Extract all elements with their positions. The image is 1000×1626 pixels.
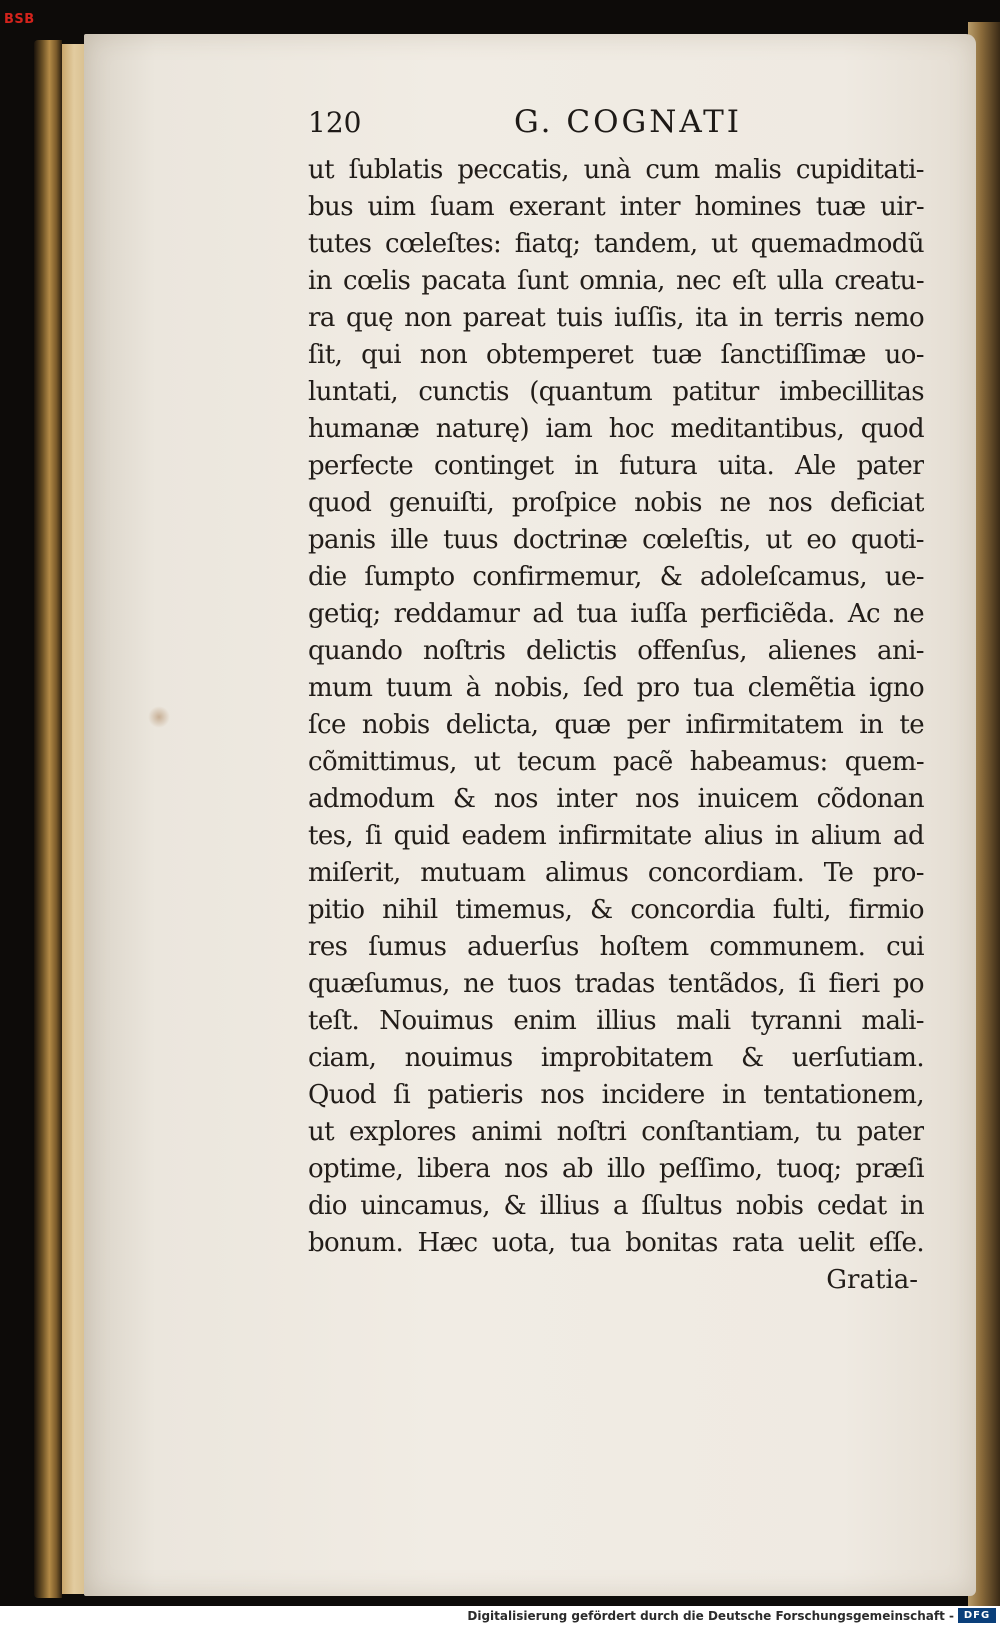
text-line: miſerit, mutuam alimus concordiam. Te pro-	[308, 858, 924, 888]
text-line: quod genuiſti, proſpice nobis ne nos deficiat	[308, 488, 924, 518]
text-line: ra quę non pareat tuis iuſſis, ita in terris nemo	[308, 303, 924, 333]
text-line: teſt. Nouimus enim illius mali tyranni mali-	[308, 1006, 924, 1036]
text-line: optime, libera nos ab illo peſſimo, tuoq; præſi	[308, 1154, 924, 1184]
text-line: quæſumus, ne tuos tradas tentãdos, ſi fieri po	[308, 969, 924, 999]
text-line: tes, ſi quid eadem infirmitate alius in alium ad	[308, 821, 924, 851]
text-line: in cœlis pacata ſunt omnia, nec eſt ulla creatu-	[308, 266, 924, 296]
text-line: bonum. Hæc uota, tua bonitas rata uelit eſſe.	[308, 1228, 924, 1258]
text-line: panis ille tuus doctrinæ cœleſtis, ut eo quoti-	[308, 525, 924, 555]
text-line: tutes cœleſtes: fiatq; tandem, ut quemadmodũ	[308, 229, 924, 259]
text-line: ſce nobis delicta, quæ per infirmitatem in te	[308, 710, 924, 740]
text-line: ciam, nouimus improbitatem & uerſutiam.	[308, 1043, 924, 1073]
text-line: mum tuum à nobis, ſed pro tua clemẽtia igno	[308, 673, 924, 703]
text-line: res ſumus aduerſus hoſtem communem. cui	[308, 932, 924, 962]
text-line: pitio nihil timemus, & concordia fulti, firmio	[308, 895, 924, 925]
page-number: 120	[308, 106, 362, 139]
dfg-logo: DFG	[958, 1608, 996, 1623]
text-line: luntati, cunctis (quantum patitur imbecillitas	[308, 377, 924, 407]
text-line: humanæ naturę) iam hoc meditantibus, quod	[308, 414, 924, 444]
text-line: quando noſtris delictis offenſus, alienes ani-	[308, 636, 924, 666]
digitization-footer	[0, 1606, 1000, 1626]
text-line: getiq; reddamur ad tua iuſſa perficiẽda. Ac ne	[308, 599, 924, 629]
text-line: ut explores animi noſtri conſtantiam, tu pater	[308, 1117, 924, 1147]
text-line: cõmittimus, ut tecum pacẽ habeamus: quem-	[308, 747, 924, 777]
library-mark: BSB	[4, 12, 35, 27]
text-line: ut ſublatis peccatis, unà cum malis cupiditati-	[308, 155, 924, 185]
paper-stain	[148, 706, 170, 728]
text-line: Quod ſi patieris nos incidere in tentationem,	[308, 1080, 924, 1110]
running-head: G. COGNATI	[514, 104, 743, 140]
catchword: Gratia-	[826, 1265, 918, 1295]
text-line: admodum & nos inter nos inuicem cõdonan	[308, 784, 924, 814]
book-binding	[34, 40, 62, 1598]
page-edge-strip	[62, 44, 86, 1594]
page-header	[308, 104, 778, 144]
text-line: dio uincamus, & illius a ſſultus nobis cedat in	[308, 1191, 924, 1221]
text-line: perfecte continget in futura uita. Ale pater	[308, 451, 924, 481]
footer-credit: Digitalisierung gefördert durch die Deutsche Forschungsgemeinschaft -	[467, 1609, 954, 1623]
text-line: ſit, qui non obtemperet tuæ ſanctiſſimæ uo-	[308, 340, 924, 370]
body-text	[308, 152, 924, 1299]
text-line: bus uim ſuam exerant inter homines tuæ uir-	[308, 192, 924, 222]
text-line: die ſumpto confirmemur, & adoleſcamus, ue-	[308, 562, 924, 592]
